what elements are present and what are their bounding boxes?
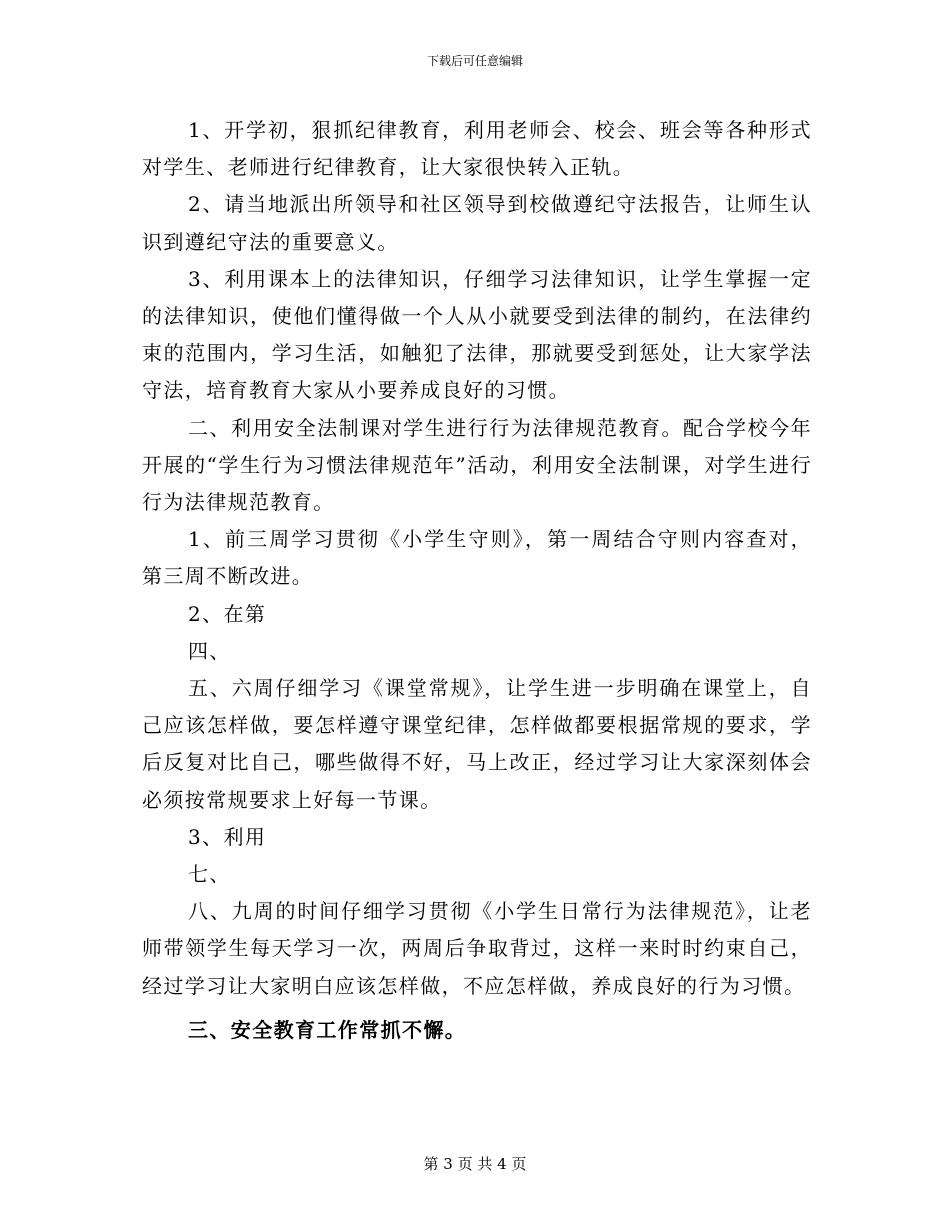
- paragraph-classroom-rules: 五、六周仔细学习《课堂常规》，让学生进一步明确在课堂上，自己应该怎样做，要怎样遵守课堂纪律，怎样做都要根据常规的要求，学后反复对比自己，哪些做得不好，马上改正，经过学习让大家深刻体会必须按常规要求上好每一节课。: [142, 676, 812, 812]
- paragraph-student-code: 1、前三周学习贯彻《小学生守则》，第一周结合守则内容查对，第三周不断改进。: [142, 527, 812, 589]
- section-heading-behavior-norms: 二、利用安全法制课对学生进行行为法律规范教育。配合学校今年开展的“学生行为习惯法律规范年”活动，利用安全法制课，对学生进行行为法律规范教育。: [142, 415, 812, 515]
- page-number: 第 3 页 共 4 页: [423, 1155, 527, 1173]
- paragraph-daily-behavior: 八、九周的时间仔细学习贯彻《小学生日常行为法律规范》，让老师带领学生每天学习一次，两周后争取背过，这样一来时时约束自己，经过学习让大家明白应该怎样做，不应怎样做，养成良好的行为习惯。: [142, 899, 812, 998]
- paragraph-item-4: 四、: [188, 638, 231, 663]
- paragraph-discipline-education: 1、开学初，狠抓纪律教育，利用老师会、校会、班会等各种形式对学生、老师进行纪律教育，让大家很快转入正轨。: [142, 118, 812, 180]
- paragraph-item-7: 七、: [188, 862, 231, 887]
- paragraph-law-knowledge: 3、利用课本上的法律知识，仔细学习法律知识，让学生掌握一定的法律知识，使他们懂得做一个人从小就要受到法律的制约，在法律约束的范围内，学习生活，如触犯了法律，那就要受到惩处，让大家学法守法，培育教育大家从小要养成良好的习惯。: [142, 266, 812, 403]
- paragraph-item-2: 2、在第: [188, 601, 267, 626]
- section-heading-safety-education: 三、安全教育工作常抓不懈。: [188, 1017, 467, 1042]
- document-body: [142, 112, 812, 1049]
- paragraph-law-report: 2、请当地派出所领导和社区领导到校做遵纪守法报告，让师生认识到遵纪守法的重要意义。: [142, 192, 812, 254]
- paragraph-item-3: 3、利用: [188, 824, 267, 849]
- page-header: 下载后可任意编辑: [426, 54, 523, 68]
